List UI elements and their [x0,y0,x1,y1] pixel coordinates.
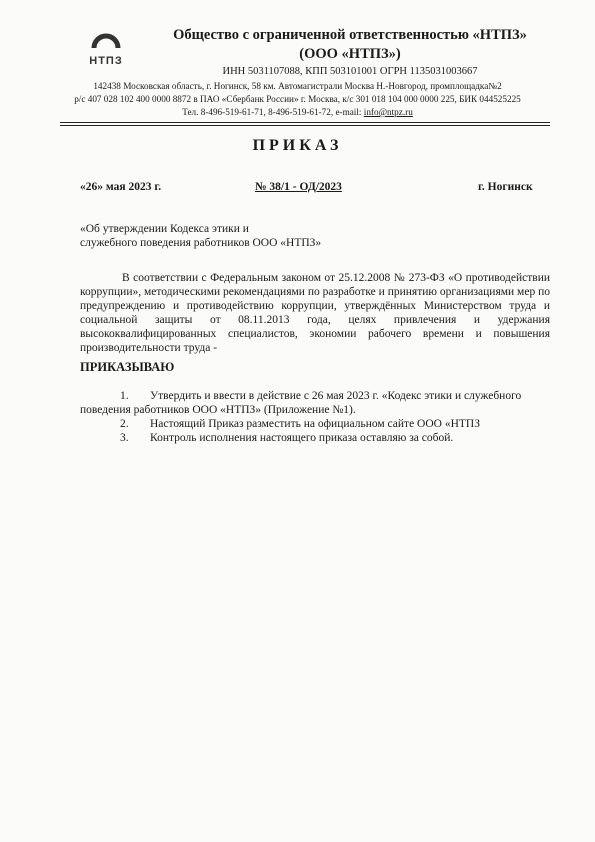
contacts [20,106,575,118]
company-address: 142438 Московская область, г. Ногинск, 58 км. Автомагистрали Москва Н.-Новгород, промплощадка№2 [93,81,502,91]
item-text: Утвердить и ввести в действие с 26 мая 2023 г. «Кодекс этики и служебного [150,390,522,402]
logo-text: НТПЗ [89,55,123,67]
company-logo [82,28,130,68]
order-items [80,389,550,445]
document-date: «26» мая 2023 г. [80,181,162,193]
email-link[interactable]: info@ntpz.ru [363,107,413,117]
order-heading: ПРИКАЗЫВАЮ [80,360,175,374]
bank-details: р/с 407 028 102 400 0000 8872 в ПАО «Сбербанк России» г. Москва, к/с 301 018 104 000 0000 225, БИК 044525225 [74,94,521,104]
company-name: Общество с ограниченной ответственностью «НТПЗ» [173,27,527,43]
company-requisites: ИНН 5031107088, КПП 503101001 ОГРН 1135031003667 [222,66,478,77]
item-text: Контроль исполнения настоящего приказа оставляю за собой. [150,432,454,444]
preamble [80,271,550,355]
item-text: Настоящий Приказ разместить на официальном сайте ООО «НТПЗ [150,418,480,430]
subject-line-1: «Об утверждении Кодекса этики и [80,223,249,235]
item-text-continued: поведения работников ООО «НТПЗ» (Приложение №1). [80,404,356,416]
header-rule [60,122,550,123]
item-number: 2. [120,418,129,430]
document-city: г. Ногинск [478,181,533,193]
order-item-3 [80,431,550,445]
order-item-1 [80,389,550,417]
company-short-name: (ООО «НТПЗ») [299,46,401,62]
item-number: 1. [120,390,129,402]
item-number: 3. [120,432,129,444]
subject-line-2: служебного поведения работников ООО «НТПЗ» [80,237,322,249]
document-number: № 38/1 - ОД/2023 [255,181,342,193]
document-title: ПРИКАЗ [252,137,343,154]
order-item-2 [80,417,550,431]
document-subject [80,222,321,250]
preamble-text: В соответствии с Федеральным законом от 25.12.2008 № 273-ФЗ «О противодействии коррупции», методическими рекомендациями по разработке и принятию организациями мер по предупреждению и противодействию коррупции, утверждённых Министерством труда и социальной защиты от 08.11.2013 года, целях привлечения и удержания высококвалифицированных специалистов, экономии рабочего времени и повышения производительности труда - [80,272,550,354]
header-rule-secondary [60,125,550,126]
phones: Тел. 8-496-519-61-71, 8-496-519-61-72, e-mail: [182,107,364,117]
